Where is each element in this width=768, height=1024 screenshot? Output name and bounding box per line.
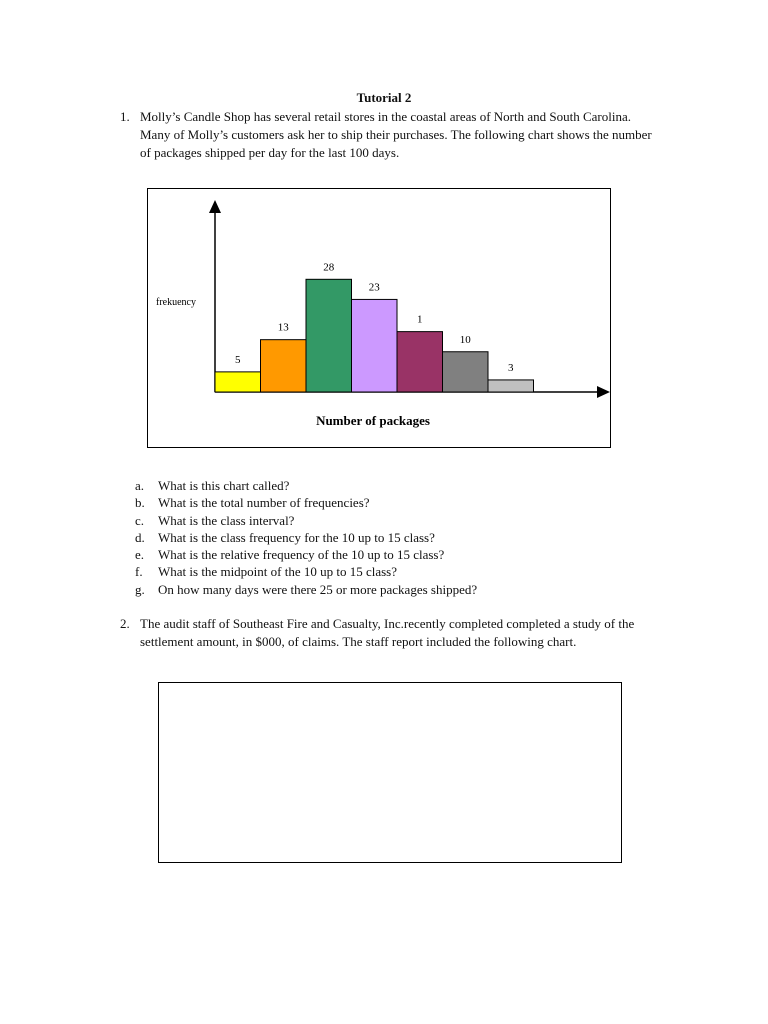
histogram-bar — [488, 380, 534, 392]
question-2-number: 2. — [120, 616, 130, 631]
subquestion-item — [135, 494, 655, 511]
subquestion-item — [135, 529, 655, 546]
bar-data-label: 5 — [235, 353, 241, 366]
subquestion-item — [135, 512, 655, 529]
subquestion-text: On how many days were there 25 or more packages shipped? — [158, 581, 478, 597]
question-2-text: The audit staff of Southeast Fire and Casualty, Inc.recently completed completed a study of the settlement amount, in $000, of claims. The staff report included the following chart. — [140, 616, 635, 649]
histogram-bar — [443, 352, 489, 392]
question-1-text: Molly’s Candle Shop has several retail stores in the coastal areas of North and South Carolina. Many of Molly’s customers ask her to ship their purchases. The following chart shows the number of packages shipped per day for the last 100 days. — [140, 109, 652, 160]
bar-data-label: 10 — [459, 333, 471, 346]
subquestion-letter: g. — [135, 581, 145, 597]
subquestion-text: What is the class frequency for the 10 up to 15 class? — [158, 529, 435, 545]
question-1 — [120, 108, 660, 162]
subquestion-item — [135, 581, 655, 598]
x-axis-arrow-icon — [597, 386, 610, 398]
subquestion-item — [135, 546, 655, 563]
subquestion-letter: e. — [135, 547, 145, 563]
subquestion-text: What is the total number of frequencies? — [158, 495, 370, 511]
y-axis-label: frekuency — [156, 297, 196, 308]
question-2 — [120, 615, 660, 651]
histogram-chart — [148, 189, 610, 447]
histogram-bar — [352, 299, 398, 392]
page-title: Tutorial 2 — [356, 90, 412, 105]
subquestion-text: What is the class interval? — [158, 512, 295, 528]
bar-data-label: 28 — [323, 261, 335, 274]
bar-data-label: 3 — [508, 361, 514, 374]
subquestion-list — [135, 477, 655, 598]
subquestion-letter: f. — [135, 564, 143, 580]
bar-data-label: 23 — [368, 281, 380, 294]
subquestion-text: What is the midpoint of the 10 up to 15 class? — [158, 564, 398, 580]
question-1-number: 1. — [120, 109, 130, 124]
histogram-bar — [261, 340, 307, 392]
subquestion-item — [135, 563, 655, 580]
subquestion-letter: d. — [135, 529, 145, 545]
bar-series — [215, 261, 534, 392]
y-axis-arrow-icon — [209, 200, 221, 213]
histogram-chart-frame — [147, 188, 611, 448]
empty-chart-frame — [158, 682, 622, 863]
subquestion-letter: b. — [135, 495, 145, 511]
subquestion-item — [135, 477, 655, 494]
subquestion-letter: a. — [135, 478, 145, 493]
x-axis-label: Number of packages — [316, 413, 430, 428]
bar-data-label: 13 — [277, 321, 289, 334]
bar-data-label: 1 — [417, 313, 423, 326]
subquestion-text: What is the relative frequency of the 10 up to 15 class? — [158, 547, 445, 563]
histogram-bar — [306, 279, 352, 392]
histogram-bar — [215, 372, 261, 392]
histogram-bar — [397, 332, 443, 392]
subquestion-text: What is this chart called? — [158, 478, 290, 493]
subquestion-letter: c. — [135, 512, 145, 528]
